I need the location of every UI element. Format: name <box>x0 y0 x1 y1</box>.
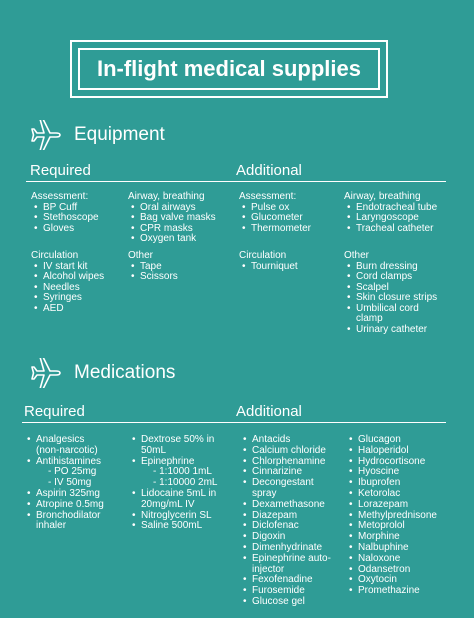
list-item: • Oxygen tank <box>128 234 216 245</box>
group-label: Assessment: <box>239 191 297 202</box>
list-item: • Dextrose 50% in <box>129 435 218 446</box>
list-item-continued: inhaler <box>36 520 67 532</box>
list-item-continued: spray <box>252 487 277 499</box>
list-item: • Morphine <box>346 532 437 543</box>
list-item: • Epinephrine auto- <box>240 554 331 565</box>
list-item: • Haloperidol <box>346 446 437 457</box>
group-label: Circulation <box>31 250 79 261</box>
medications-heading <box>28 358 175 388</box>
group-label: Airway, breathing <box>128 191 205 202</box>
list-item: • Dexamethasone <box>240 500 331 511</box>
list-item: • Glucose gel <box>240 597 331 608</box>
list-item: • Skin closure strips <box>344 293 437 304</box>
list-item: • Tape <box>128 262 178 273</box>
list-item: • Antihistamines <box>24 457 104 468</box>
eq-add-other <box>344 251 437 335</box>
list-item: • Stethoscope <box>31 213 99 224</box>
list-item: • Glucagon <box>346 435 437 446</box>
list-item: • Naloxone <box>346 554 437 565</box>
list-item: • IV start kit <box>31 262 104 273</box>
medications-required-header <box>22 403 234 423</box>
list-subitem: - IV 50mg <box>48 477 92 489</box>
med-add-col2 <box>346 435 437 597</box>
equipment-required-header <box>26 162 236 182</box>
list-item: • Laryngoscope <box>344 213 437 224</box>
list-item-continued: 20mg/mL IV <box>141 498 195 510</box>
list-item: • Hyoscine <box>346 467 437 478</box>
list-item: • Decongestant <box>240 478 331 489</box>
list-item: • Diclofenac <box>240 521 331 532</box>
list-item: • Metoprolol <box>346 521 437 532</box>
eq-req-assessment <box>31 192 99 234</box>
list-item: • Needles <box>31 283 104 294</box>
list-item: • Scissors <box>128 272 178 283</box>
list-item: • Glucometer <box>239 213 311 224</box>
list-item: • Cord clamps <box>344 272 437 283</box>
equipment-additional-header <box>234 162 446 182</box>
list-item: • Epinephrine <box>129 457 218 468</box>
list-item: • Oral airways <box>128 203 216 214</box>
list-item: • Scalpel <box>344 283 437 294</box>
med-req-col2 <box>129 435 218 532</box>
list-item: • Gloves <box>31 224 99 235</box>
list-item: • CPR masks <box>128 224 216 235</box>
airplane-icon <box>28 358 64 388</box>
group-label: Assessment: <box>31 191 89 202</box>
list-item: • Umbilical cord <box>344 304 437 315</box>
list-item: • Aspirin 325mg <box>24 489 104 500</box>
medications-heading-label: Medications <box>74 362 176 383</box>
list-item: • Urinary catheter <box>344 325 437 336</box>
additional-label: Additional <box>236 162 302 179</box>
eq-req-circulation <box>31 251 104 314</box>
list-item: • Promethazine <box>346 586 437 597</box>
list-item: • Fexofenadine <box>240 575 331 586</box>
list-item: • Bronchodilator <box>24 511 104 522</box>
list-item: • Nalbuphine <box>346 543 437 554</box>
list-item: • Nitroglycerin SL <box>129 511 218 522</box>
list-item: • Ketorolac <box>346 489 437 500</box>
medications-additional-header <box>234 403 446 423</box>
list-item-continued: injector <box>252 563 285 575</box>
list-item: • Chlorphenamine <box>240 457 331 468</box>
med-add-col1 <box>240 435 331 608</box>
list-item: • Lorazepam <box>346 500 437 511</box>
additional-label: Additional <box>236 403 302 420</box>
eq-add-circulation <box>239 251 298 272</box>
list-item: • Ibuprofen <box>346 478 437 489</box>
list-item: • Thermometer <box>239 224 311 235</box>
list-item: • Antacids <box>240 435 331 446</box>
list-item: • Furosemide <box>240 586 331 597</box>
page-title: In-flight medical supplies <box>78 48 380 90</box>
equipment-heading <box>28 120 165 150</box>
eq-req-other <box>128 251 178 283</box>
airplane-icon <box>28 120 64 150</box>
list-item-continued: 50mL <box>141 444 167 456</box>
list-item: • Odansetron <box>346 565 437 576</box>
title-frame <box>70 40 388 98</box>
required-label: Required <box>24 403 85 420</box>
list-item: • Diazepam <box>240 511 331 522</box>
list-item: • Burn dressing <box>344 262 437 273</box>
list-item: • Dimenhydrinate <box>240 543 331 554</box>
eq-req-airway <box>128 192 216 245</box>
list-item: • Digoxin <box>240 532 331 543</box>
list-item: • Alcohol wipes <box>31 272 104 283</box>
list-item: • Calcium chloride <box>240 446 331 457</box>
required-label: Required <box>30 162 91 179</box>
eq-add-airway <box>344 192 437 234</box>
list-subitem: - 1:10000 2mL <box>153 477 218 489</box>
list-item: • Oxytocin <box>346 575 437 586</box>
group-label: Airway, breathing <box>344 191 421 202</box>
list-item: • Tourniquet <box>239 262 298 273</box>
list-item-continued: (non-narcotic) <box>36 444 98 456</box>
list-item: • Tracheal catheter <box>344 224 437 235</box>
list-item: • Atropine 0.5mg <box>24 500 104 511</box>
med-req-col1 <box>24 435 104 532</box>
group-label: Other <box>344 250 370 261</box>
group-label: Other <box>128 250 154 261</box>
list-item: • Cinnarizine <box>240 467 331 478</box>
list-item: • AED <box>31 304 104 315</box>
group-label: Circulation <box>239 250 287 261</box>
list-item: • Bag valve masks <box>128 213 216 224</box>
equipment-heading-label: Equipment <box>74 124 165 145</box>
list-item-continued: clamp <box>356 313 383 324</box>
list-item: • Lidocaine 5mL in <box>129 489 218 500</box>
list-item: • BP Cuff <box>31 203 99 214</box>
list-item: • Pulse ox <box>239 203 311 214</box>
list-item: • Saline 500mL <box>129 521 218 532</box>
list-item: • Analgesics <box>24 435 104 446</box>
list-item: • Methylprednisone <box>346 511 437 522</box>
list-item: • Hydrocortisone <box>346 457 437 468</box>
list-item: • Syringes <box>31 293 104 304</box>
eq-add-assessment <box>239 192 311 234</box>
list-subitem: - 1:1000 1mL <box>153 466 212 478</box>
list-item: • Endotracheal tube <box>344 203 437 214</box>
list-subitem: - PO 25mg <box>48 466 97 478</box>
